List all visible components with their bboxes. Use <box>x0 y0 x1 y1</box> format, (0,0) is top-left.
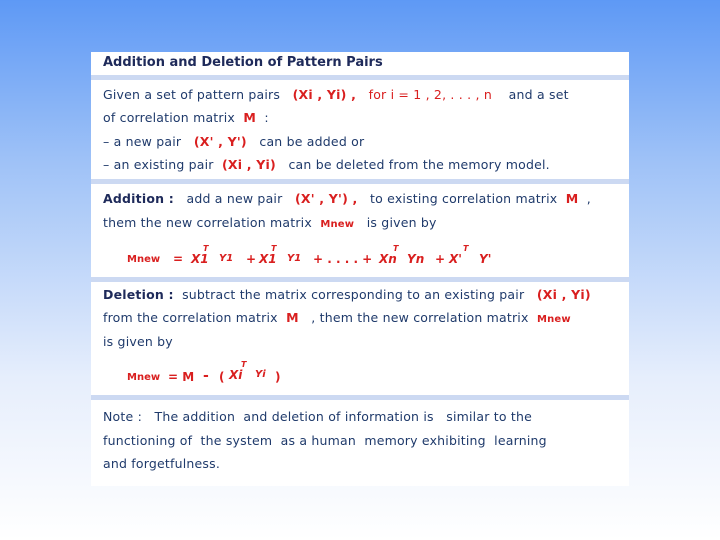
section-divider-3 <box>91 395 629 400</box>
eq-del-equals: = M <box>168 370 195 384</box>
deletion-line-2 <box>103 310 571 325</box>
bullet-add-text: – a new pair <box>103 134 182 149</box>
eq-add-y1: Y1 <box>219 253 234 264</box>
deletion-pair: (Xi , Yi) <box>536 287 591 302</box>
eq-add-yn: Yn <box>407 252 425 266</box>
deletion-line-1 <box>103 287 591 302</box>
title-underline-bar <box>91 75 629 80</box>
eq-add-sup-n: T <box>393 244 399 253</box>
eq-add-equals: = <box>173 252 184 266</box>
addition-matrix-m: M <box>565 191 579 206</box>
note-line-3: and forgetfulness. <box>103 456 220 471</box>
eq-del-open: ( <box>219 370 225 384</box>
bullet-add-rest: can be added or <box>259 134 365 149</box>
deletion-text-1: subtract the matrix corresponding to an existing pair <box>182 287 525 302</box>
eq-add-x1: X1 <box>191 252 209 266</box>
eq-del-minus: - <box>203 368 209 384</box>
intro-line-2 <box>103 110 269 125</box>
addition-mnew: Mnew <box>320 219 355 230</box>
slide-title: Addition and Deletion of Pattern Pairs <box>103 55 383 70</box>
deletion-mnew: Mnew <box>536 314 571 325</box>
eq-add-lhs: Mnew <box>127 254 161 265</box>
deletion-label: Deletion : <box>103 287 174 302</box>
intro-text-2: of correlation matrix <box>103 110 236 125</box>
addition-label: Addition : <box>103 191 174 206</box>
eq-add-y2: Y1 <box>287 253 302 264</box>
intro-text: Given a set of pattern pairs <box>103 87 281 102</box>
colon: : <box>264 110 269 125</box>
section-divider-1 <box>91 179 629 184</box>
deletion-matrix-m: M <box>286 310 299 325</box>
addition-text-4: is given by <box>366 215 437 230</box>
existing-pair: (Xi , Yi) <box>222 157 276 172</box>
eq-add-sup-1: T <box>203 244 209 253</box>
bullet-add <box>103 134 364 149</box>
addition-line-1 <box>103 191 591 206</box>
eq-add-yprime: Y' <box>479 252 492 266</box>
note-line-1: Note : The addition and deletion of information is similar to the <box>103 409 532 424</box>
eq-del-x: Xi <box>229 368 243 382</box>
addition-pair: (X' , Y') , <box>294 191 358 206</box>
eq-add-xprime: X' <box>449 252 462 266</box>
eq-add-dots: + . . . . + <box>313 252 373 266</box>
eq-add-x2: X1 <box>259 252 277 266</box>
index-range: for i = 1 , 2, . . . , n <box>368 87 492 102</box>
intro-line-1 <box>103 87 569 102</box>
bullet-delete <box>103 157 550 172</box>
eq-add-plus-2: + <box>435 252 446 266</box>
deletion-text-4: is given by <box>103 334 173 349</box>
bullet-delete-rest: can be deleted from the memory model. <box>288 157 550 172</box>
eq-add-sup-2: T <box>271 244 277 253</box>
addition-line-2 <box>103 215 437 230</box>
eq-add-xn: Xn <box>379 252 397 266</box>
addition-text-3: them the new correlation matrix <box>103 215 312 230</box>
addition-text-2: to existing correlation matrix <box>370 191 558 206</box>
deletion-text-3: , them the new correlation matrix <box>311 310 529 325</box>
addition-text-1: add a new pair <box>186 191 283 206</box>
new-pair: (X' , Y') <box>193 134 247 149</box>
section-divider-2 <box>91 277 629 282</box>
eq-del-sup: T <box>241 360 247 369</box>
eq-add-sup-x: T <box>463 244 469 253</box>
note-line-2: functioning of the system as a human memory exhibiting learning <box>103 433 547 448</box>
intro-text-and: and a set <box>508 87 569 102</box>
slide-content <box>91 52 629 486</box>
deletion-line-3 <box>103 334 173 349</box>
bullet-delete-text: – an existing pair <box>103 157 214 172</box>
pattern-pair: (Xi , Yi) , <box>292 87 357 102</box>
matrix-m: M <box>243 110 257 125</box>
eq-add-plus-1: + <box>246 252 257 266</box>
eq-del-y: Yi <box>255 369 266 380</box>
eq-del-close: ) <box>275 370 281 384</box>
eq-del-lhs: Mnew <box>127 372 161 383</box>
addition-comma: , <box>586 191 591 206</box>
deletion-text-2: from the correlation matrix <box>103 310 278 325</box>
